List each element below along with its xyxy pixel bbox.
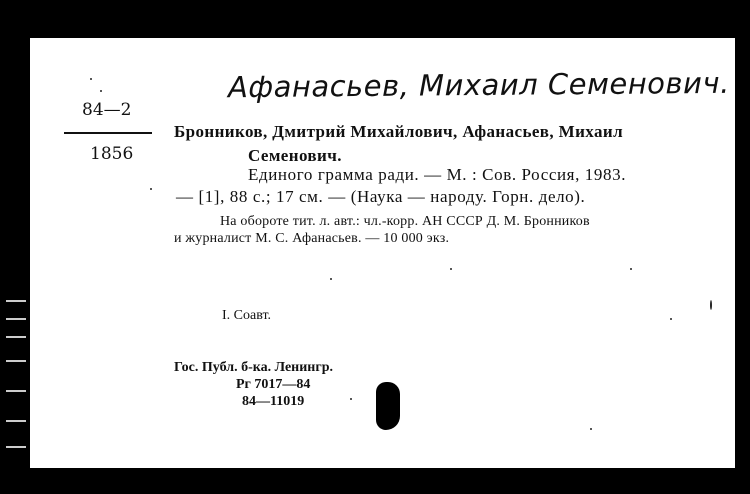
scan-artifact	[6, 300, 26, 302]
note-line: На обороте тит. л. авт.: чл.-корр. АН СССР Д. М. Бронников	[220, 214, 590, 229]
ink-speck	[150, 188, 152, 190]
entry-heading: Бронников, Дмитрий Михайлович, Афанасьев, Михаил	[174, 122, 624, 141]
scan-artifact	[6, 360, 26, 362]
author-mark: 1856	[90, 144, 134, 164]
scan-artifact	[6, 446, 26, 448]
library-line: Рг 7017—84	[236, 377, 311, 392]
ink-speck	[330, 278, 332, 280]
ink-speck	[90, 78, 92, 80]
title-statement: Единого грамма ради. — М. : Сов. Россия, 1983.	[248, 165, 627, 184]
scan-edge	[0, 0, 30, 494]
scan-artifact	[6, 318, 26, 320]
catalog-card	[30, 38, 735, 468]
classification-divider	[64, 132, 152, 134]
library-line: Гос. Публ. б-ка. Ленингр.	[174, 360, 334, 375]
imprint-statement: — [1], 88 с.; 17 см. — (Наука — народу. Горн. дело).	[176, 187, 586, 206]
tracing: I. Соавт.	[222, 308, 272, 323]
handwritten-author-name: Афанасьев, Михаил Семенович.	[227, 65, 730, 105]
ink-speck	[710, 300, 712, 310]
scan-artifact	[6, 390, 26, 392]
classification-number: 84—2	[82, 100, 132, 120]
ink-speck	[450, 268, 452, 270]
scan-artifact	[6, 420, 26, 422]
note-line: и журналист М. С. Афанасьев. — 10 000 экз.	[174, 231, 450, 246]
entry-heading-continued: Семенович.	[248, 146, 342, 165]
ink-speck	[350, 398, 352, 400]
ink-speck	[630, 268, 632, 270]
ink-speck	[590, 428, 592, 430]
ink-speck	[670, 318, 672, 320]
scan-artifact	[6, 336, 26, 338]
ink-speck	[100, 90, 102, 92]
library-line: 84—11019	[242, 394, 305, 409]
ink-blot	[376, 382, 400, 430]
